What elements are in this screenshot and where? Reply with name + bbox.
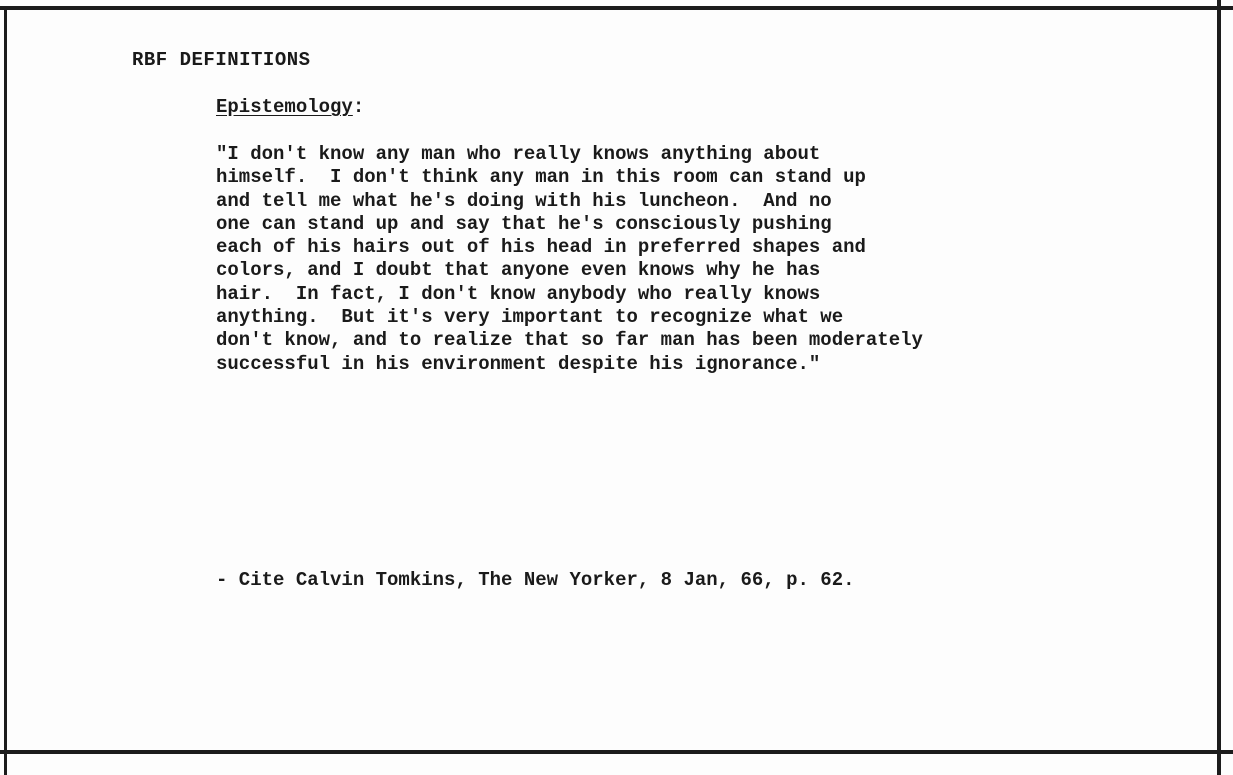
quote-line: successful in his environment despite his ignorance." (216, 352, 821, 375)
term-heading (216, 96, 364, 118)
quote-line: and tell me what he's doing with his luncheon. And no (216, 189, 832, 212)
card-border-right (1217, 0, 1221, 775)
card-border-top (0, 6, 1233, 10)
quote-line: himself. I don't think any man in this room can stand up (216, 166, 866, 189)
document-header: RBF DEFINITIONS (132, 49, 311, 71)
citation: - Cite Calvin Tomkins, The New Yorker, 8 Jan, 66, p. 62. (216, 569, 855, 591)
term-suffix: : (352, 96, 365, 118)
term-label: Epistemology (216, 96, 353, 118)
card-border-bottom (0, 750, 1233, 754)
card-border-left (4, 6, 7, 775)
quote-line: don't know, and to realize that so far man has been moderately (216, 329, 923, 352)
quote-line: "I don't know any man who really knows anything about (216, 143, 821, 165)
quote-line: anything. But it's very important to recognize what we (216, 306, 844, 329)
quote-line: colors, and I doubt that anyone even knows why he has (216, 259, 821, 282)
quote-line: one can stand up and say that he's consciously pushing (216, 212, 832, 235)
quote-line: hair. In fact, I don't know anybody who really knows (216, 282, 821, 305)
quote-block (216, 143, 923, 376)
quote-line: each of his hairs out of his head in preferred shapes and (216, 236, 866, 259)
